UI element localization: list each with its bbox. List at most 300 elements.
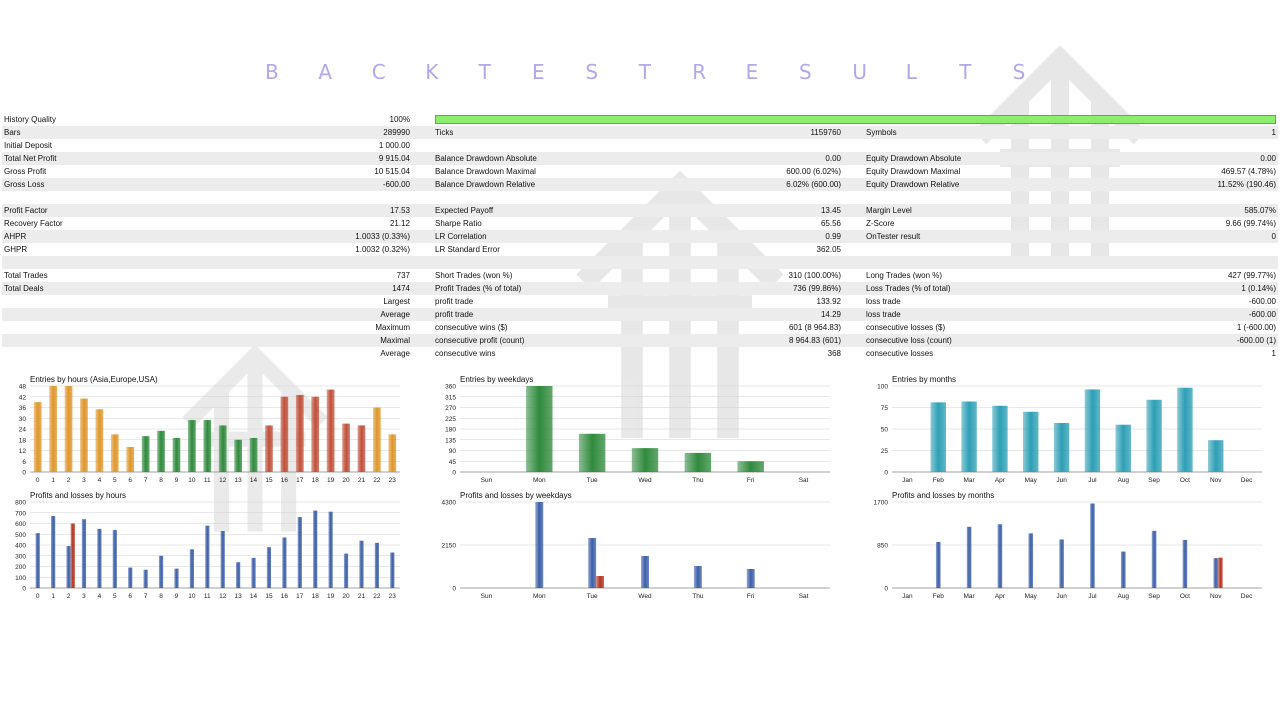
bar: [738, 461, 764, 472]
loss-bar: [1218, 558, 1223, 588]
bar: [342, 424, 350, 472]
x-tick-label: Dec: [1240, 477, 1253, 484]
report-row: [2, 178, 1278, 191]
y-tick-label: 100: [877, 383, 888, 391]
profit-bar: [36, 533, 40, 588]
metric-value: 9 915.04: [378, 154, 410, 163]
metric-value: 65.56: [820, 219, 841, 228]
metric-value: -600.00: [1248, 310, 1276, 319]
chart-title: Entries by months: [892, 375, 957, 384]
bar: [358, 425, 366, 472]
x-tick-label: 3: [82, 593, 86, 600]
metric-label: Profit Trades (% of total): [435, 284, 522, 293]
bar: [931, 402, 946, 472]
x-tick-label: Fri: [746, 593, 755, 600]
x-tick-label: Feb: [932, 593, 944, 600]
y-tick-label: 45: [448, 458, 456, 466]
metric-value: 14.29: [820, 310, 841, 319]
x-tick-label: 8: [159, 593, 163, 600]
x-tick-label: Sun: [480, 477, 493, 484]
bar: [188, 420, 196, 472]
x-tick-label: 16: [280, 593, 288, 600]
report-row: [2, 243, 1278, 256]
x-tick-label: 4: [97, 593, 102, 600]
metric-label: Total Deals: [4, 284, 44, 293]
metric-label: Recovery Factor: [4, 219, 63, 228]
bar: [65, 386, 73, 472]
metric-label: Expected Payoff: [435, 206, 494, 215]
metric-value: 0.99: [825, 232, 841, 241]
chart-entries-by-months: [862, 372, 1272, 486]
chart-svg: [0, 488, 410, 602]
x-tick-label: 17: [296, 477, 304, 484]
metric-value: 1.0032 (0.32%): [355, 245, 410, 254]
x-tick-label: 22: [373, 593, 381, 600]
history-quality-label: History Quality: [4, 115, 57, 124]
profit-bar: [1059, 539, 1064, 588]
bar: [961, 401, 976, 472]
y-tick-label: 400: [15, 542, 26, 550]
x-tick-label: 13: [234, 593, 242, 600]
y-tick-label: 36: [18, 405, 26, 412]
loss-bar: [71, 524, 75, 589]
title-letter: C: [371, 60, 386, 84]
metric-label: consecutive wins: [435, 349, 496, 358]
bar: [126, 447, 134, 472]
x-tick-label: Aug: [1117, 477, 1130, 484]
bar: [265, 425, 273, 472]
metric-label: LR Standard Error: [435, 245, 500, 254]
bar: [34, 402, 42, 472]
metric-label: profit trade: [435, 310, 474, 319]
bar: [1054, 423, 1069, 472]
row-sublabel: Maximal: [380, 336, 410, 345]
x-tick-label: Jul: [1088, 477, 1097, 484]
metric-value: -600.00: [382, 180, 410, 189]
profit-bar: [221, 531, 225, 588]
metric-label: Margin Level: [866, 206, 912, 215]
metric-value: 0.00: [825, 154, 841, 163]
y-tick-label: 850: [877, 542, 888, 550]
chart-svg: [862, 372, 1272, 486]
x-tick-label: Nov: [1209, 477, 1222, 484]
y-tick-label: 315: [445, 394, 456, 402]
metric-value: 1 (0.14%): [1241, 284, 1276, 293]
bar: [173, 438, 181, 472]
profit-bar: [535, 502, 543, 588]
x-tick-label: 7: [143, 593, 148, 600]
x-tick-label: Tue: [586, 477, 598, 484]
y-tick-label: 700: [15, 510, 26, 518]
y-tick-label: 800: [15, 499, 26, 507]
metric-value: 1474: [392, 284, 410, 293]
report-row: [2, 217, 1278, 230]
metric-value: 11.52% (190.46): [1217, 180, 1276, 189]
report-row: [2, 204, 1278, 217]
bar: [1146, 400, 1161, 472]
x-tick-label: 8: [159, 477, 163, 484]
x-tick-label: 5: [112, 593, 117, 600]
profit-bar: [267, 547, 271, 588]
x-tick-label: May: [1024, 593, 1037, 600]
metric-label: Balance Drawdown Relative: [435, 180, 536, 189]
profit-bar: [641, 556, 649, 588]
report-row: [2, 321, 1278, 334]
report-row: [2, 191, 1278, 204]
metric-label: Symbols: [866, 128, 897, 137]
row-sublabel: Maximum: [375, 323, 410, 332]
y-tick-label: 100: [15, 574, 26, 582]
title-letter: S: [1012, 60, 1026, 84]
profit-bar: [936, 542, 941, 588]
metric-value: 9.66 (99.74%): [1225, 219, 1276, 228]
bar: [1023, 412, 1038, 472]
title-letter: U: [852, 60, 868, 84]
metric-value: 1159760: [810, 128, 841, 137]
x-tick-label: Oct: [1179, 477, 1190, 484]
bar: [1177, 388, 1192, 472]
x-tick-label: Jul: [1088, 593, 1097, 600]
x-tick-label: 9: [174, 477, 179, 484]
metric-value: 8 964.83 (601): [788, 336, 841, 345]
metric-label: Z-Score: [866, 219, 895, 228]
chart-title: Entries by weekdays: [460, 375, 534, 384]
profit-bar: [159, 556, 163, 588]
x-tick-label: 15: [265, 593, 273, 600]
bar: [142, 436, 150, 472]
x-tick-label: 2: [66, 477, 71, 484]
profit-bar: [51, 516, 55, 588]
x-tick-label: Wed: [638, 593, 652, 600]
metric-label: Gross Profit: [4, 167, 47, 176]
y-tick-label: 0: [452, 585, 456, 593]
metric-label: Bars: [4, 128, 21, 137]
metric-value: 585.07%: [1244, 206, 1276, 215]
metric-value: 737: [396, 271, 410, 280]
x-tick-label: 19: [327, 593, 335, 600]
profit-bar: [967, 527, 972, 588]
x-tick-label: Sat: [798, 477, 809, 484]
bar: [373, 408, 381, 473]
metric-label: Equity Drawdown Maximal: [866, 167, 961, 176]
metric-label: Loss Trades (% of total): [866, 284, 951, 293]
x-tick-label: 5: [112, 477, 117, 484]
x-tick-label: 0: [35, 593, 40, 600]
x-tick-label: Mon: [532, 593, 546, 600]
profit-bar: [144, 570, 148, 588]
title-letter: T: [478, 60, 491, 84]
title-letter: A: [318, 60, 333, 84]
y-tick-label: 48: [18, 383, 26, 391]
profit-bar: [998, 524, 1003, 588]
x-tick-label: 14: [249, 593, 258, 600]
report-row: [2, 230, 1278, 243]
bar: [992, 406, 1007, 472]
metric-value: 600.00 (6.02%): [786, 167, 841, 176]
metric-label: Profit Factor: [4, 206, 48, 215]
report-row: [2, 334, 1278, 347]
x-tick-label: 2: [66, 593, 71, 600]
x-tick-label: 19: [327, 477, 335, 484]
profit-bar: [190, 549, 194, 588]
y-tick-label: 42: [18, 394, 26, 402]
chart-svg: [862, 488, 1272, 602]
report-row: [2, 269, 1278, 282]
profit-bar: [359, 541, 363, 588]
profit-bar: [329, 512, 333, 588]
metric-value: 1 (-600.00): [1236, 323, 1276, 332]
bar: [49, 386, 57, 472]
x-tick-label: Jun: [1056, 593, 1067, 600]
bar: [219, 425, 227, 472]
profit-bar: [113, 530, 117, 588]
x-tick-label: 12: [219, 477, 227, 484]
title-letter: R: [692, 60, 707, 84]
x-tick-label: 1: [51, 477, 55, 484]
metric-label: consecutive loss (count): [866, 336, 952, 345]
x-tick-label: 4: [97, 477, 102, 484]
x-tick-label: 22: [373, 477, 381, 484]
x-tick-label: 23: [388, 593, 396, 600]
x-tick-label: 11: [203, 477, 211, 484]
chart-title: Profits and losses by weekdays: [460, 491, 572, 500]
x-tick-label: Thu: [692, 593, 704, 600]
x-tick-label: Jan: [902, 477, 913, 484]
y-tick-label: 75: [880, 405, 888, 412]
bar: [157, 431, 165, 472]
profit-bar: [588, 538, 596, 588]
report-row: [2, 139, 1278, 152]
bar: [250, 438, 258, 472]
x-tick-label: 20: [342, 477, 350, 484]
y-tick-label: 270: [445, 405, 456, 412]
x-tick-label: 10: [188, 593, 196, 600]
title-letter: K: [425, 60, 439, 84]
profit-bar: [82, 519, 86, 588]
bar: [327, 390, 335, 472]
title-letter: S: [799, 60, 812, 84]
metric-value: 21.12: [389, 219, 410, 228]
x-tick-label: Aug: [1117, 593, 1130, 600]
title-letter: L: [905, 60, 917, 84]
metric-label: Ticks: [435, 128, 454, 137]
x-tick-label: 0: [35, 477, 40, 484]
bar: [685, 453, 711, 472]
y-tick-label: 225: [445, 415, 456, 423]
y-tick-label: 0: [22, 585, 26, 593]
chart-entries-by-hours: [0, 372, 410, 486]
metric-value: 427 (99.77%): [1227, 271, 1276, 280]
chart-svg: [430, 488, 840, 602]
y-tick-label: 12: [18, 448, 26, 455]
chart-profits-losses-by-months: [862, 488, 1272, 602]
metric-label: AHPR: [4, 232, 27, 241]
y-tick-label: 500: [15, 531, 26, 539]
y-tick-label: 2150: [441, 542, 456, 550]
x-tick-label: 3: [82, 477, 86, 484]
loss-bar: [596, 576, 604, 588]
profit-bar: [390, 553, 394, 588]
profit-bar: [1028, 533, 1033, 588]
report-row: [2, 308, 1278, 321]
x-tick-label: Jan: [902, 593, 913, 600]
bar: [111, 434, 119, 472]
x-tick-label: Mar: [963, 593, 975, 600]
metric-value: 1: [1271, 349, 1276, 358]
metric-value: 1: [1271, 128, 1276, 137]
x-tick-label: Sat: [798, 593, 809, 600]
x-tick-label: 11: [203, 593, 211, 600]
metric-label: Initial Deposit: [4, 141, 53, 150]
x-tick-label: 16: [280, 477, 288, 484]
x-tick-label: 6: [128, 593, 133, 600]
bar: [1208, 440, 1223, 472]
profit-bar: [1152, 531, 1157, 588]
report-table: [2, 113, 1278, 360]
bar: [281, 397, 289, 472]
metric-label: Long Trades (won %): [866, 271, 943, 280]
metric-label: consecutive profit (count): [435, 336, 525, 345]
chart-entries-by-weekdays: [430, 372, 840, 486]
x-tick-label: 10: [188, 477, 196, 484]
title-letter: E: [532, 60, 545, 84]
bar: [526, 386, 552, 472]
x-tick-label: Fri: [746, 477, 755, 484]
x-tick-label: Mar: [963, 477, 975, 484]
metric-label: Equity Drawdown Absolute: [866, 154, 962, 163]
metric-label: Total Net Profit: [4, 154, 57, 163]
x-tick-label: 18: [311, 477, 319, 484]
metric-label: Balance Drawdown Absolute: [435, 154, 537, 163]
x-tick-label: Tue: [586, 593, 598, 600]
metric-value: 133.92: [816, 297, 841, 306]
y-tick-label: 25: [880, 448, 888, 455]
x-tick-label: Jun: [1056, 477, 1067, 484]
metric-value: 0.00: [1260, 154, 1276, 163]
x-tick-label: Oct: [1179, 593, 1190, 600]
y-tick-label: 0: [452, 469, 456, 477]
x-tick-label: 23: [388, 477, 396, 484]
y-tick-label: 30: [18, 415, 26, 423]
x-tick-label: Mon: [532, 477, 546, 484]
metric-value: 368: [827, 349, 841, 358]
y-tick-label: 24: [18, 426, 26, 434]
bar: [234, 440, 242, 472]
bar: [80, 399, 88, 472]
report-row: [2, 165, 1278, 178]
metric-value: 289990: [383, 128, 410, 137]
bar: [632, 448, 658, 472]
metric-label: Short Trades (won %): [435, 271, 513, 280]
bar: [388, 434, 396, 472]
y-tick-label: 360: [445, 383, 456, 391]
y-tick-label: 50: [880, 426, 888, 434]
profit-bar: [1090, 504, 1095, 588]
chart-svg: [0, 372, 410, 486]
title-letter: B: [265, 60, 279, 84]
bar: [96, 409, 104, 472]
chart-profits-losses-by-hours: [0, 488, 410, 602]
metric-label: profit trade: [435, 297, 474, 306]
page-title: [0, 60, 1280, 88]
chart-title: Profits and losses by months: [892, 491, 995, 500]
bar: [1116, 425, 1131, 472]
x-tick-label: 20: [342, 593, 350, 600]
x-tick-label: 1: [51, 593, 55, 600]
metric-label: GHPR: [4, 245, 28, 254]
x-tick-label: Feb: [932, 477, 944, 484]
metric-label: consecutive losses: [866, 349, 934, 358]
profit-bar: [128, 568, 132, 588]
metric-value: 310 (100.00%): [788, 271, 841, 280]
y-tick-label: 0: [884, 469, 888, 477]
report-row: [2, 256, 1278, 269]
metric-value: 736 (99.86%): [792, 284, 841, 293]
bar: [579, 434, 605, 472]
profit-bar: [1121, 552, 1126, 588]
x-tick-label: 15: [265, 477, 273, 484]
x-tick-label: 6: [128, 477, 133, 484]
y-tick-label: 18: [18, 437, 26, 445]
row-sublabel: Average: [380, 310, 410, 319]
x-tick-label: Thu: [692, 477, 704, 484]
metric-label: Equity Drawdown Relative: [866, 180, 960, 189]
metric-label: Total Trades: [4, 271, 48, 280]
metric-label: Balance Drawdown Maximal: [435, 167, 536, 176]
metric-label: consecutive wins ($): [435, 323, 508, 332]
profit-bar: [747, 569, 755, 588]
metric-value: 601 (8 964.83): [788, 323, 841, 332]
y-tick-label: 90: [448, 448, 456, 455]
bar: [296, 395, 304, 472]
profit-bar: [313, 511, 317, 588]
x-tick-label: 13: [234, 477, 242, 484]
x-tick-label: May: [1024, 477, 1037, 484]
x-tick-label: Sep: [1148, 477, 1160, 484]
profit-bar: [66, 546, 70, 588]
y-tick-label: 0: [884, 585, 888, 593]
report-row: [2, 126, 1278, 139]
profit-bar: [205, 526, 209, 588]
x-tick-label: Dec: [1240, 593, 1253, 600]
history-quality-bar: [435, 115, 1276, 124]
metric-value: 6.02% (600.00): [786, 180, 841, 189]
y-tick-label: 135: [445, 437, 456, 445]
chart-svg: [430, 372, 840, 486]
profit-bar: [344, 554, 348, 588]
x-tick-label: Sun: [480, 593, 493, 600]
profit-bar: [282, 537, 286, 588]
profit-bar: [174, 569, 178, 588]
metric-value: 1 000.00: [378, 141, 410, 150]
y-tick-label: 1700: [873, 499, 888, 507]
metric-value: 0: [1271, 232, 1276, 241]
profit-bar: [375, 543, 379, 588]
title-letter: T: [959, 60, 972, 84]
x-tick-label: Sep: [1148, 593, 1160, 600]
metric-label: consecutive losses ($): [866, 323, 946, 332]
title-letter: T: [638, 60, 652, 84]
x-tick-label: 21: [357, 593, 366, 600]
report-row: [2, 347, 1278, 360]
profit-bar: [298, 517, 302, 588]
title-letter: S: [585, 60, 599, 84]
history-quality-row: [2, 113, 1278, 126]
x-tick-label: 21: [357, 477, 366, 484]
bar: [203, 420, 211, 472]
metric-label: Sharpe Ratio: [435, 219, 482, 228]
chart-profits-losses-by-weekdays: [430, 488, 840, 602]
